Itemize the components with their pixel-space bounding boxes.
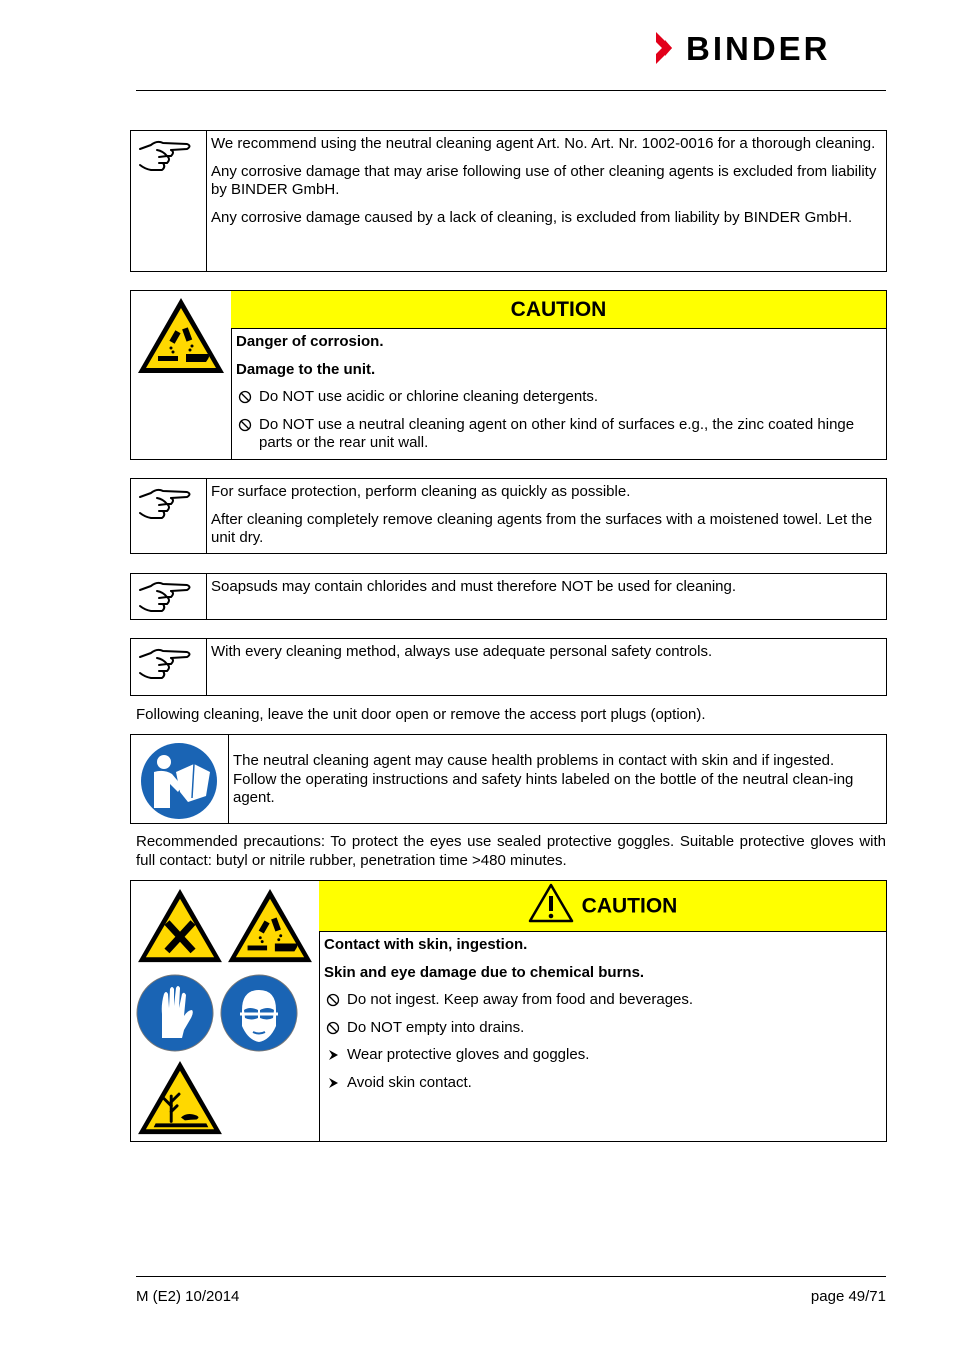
list-item: Do NOT empty into drains. [324,1019,880,1038]
wear-gloves-icon [136,974,214,1052]
environmental-hazard-icon [136,1059,224,1137]
arrow-icon [326,1048,340,1062]
footer-page-number: page 49/71 [810,1288,886,1305]
caution-consequence: Skin and eye damage due to chemical burns. [324,963,645,981]
list-item: Wear protective gloves and goggles. [324,1046,880,1065]
note-box [130,130,887,272]
wear-goggles-icon [220,974,298,1052]
caution-title-bar [319,881,886,932]
body-paragraph: Following cleaning, leave the unit door open or remove the access port plugs (option). [136,706,706,723]
pointing-hand-icon [137,576,193,620]
caution-box [130,290,887,460]
caution-title: CAUTION [581,894,678,918]
caution-title: CAUTION [231,291,886,329]
note-box [130,573,887,620]
prohibited-icon [326,993,340,1007]
warning-triangle-icon [528,883,574,923]
footer-document-id: M (E2) 10/2014 [136,1288,240,1305]
precautions-paragraph: Recommended precautions: To protect the eyes use sealed protective goggles. Suitable protective gloves with full contact: butyl or nitrile rubber, penetration time >480 minutes. [136,833,886,869]
pointing-hand-icon [137,483,193,527]
list-item: Do NOT use a neutral cleaning agent on other kind of surfaces e.g., the zinc coated hinge parts or the rear unit wall. [236,416,880,453]
binder-logo [654,30,886,66]
list-item: Avoid skin contact. [324,1074,880,1093]
note-box [130,478,887,554]
prohibited-icon [326,1021,340,1035]
note-paragraph: We recommend using the neutral cleaning agent Art. No. Art. Nr. 1002-0016 for a thorough cleaning. [211,135,876,152]
svg-text:BINDER: BINDER [686,30,831,66]
info-box [130,734,887,824]
header-rule [136,90,886,91]
info-text: The neutral cleaning agent may cause health problems in contact with skin and if ingested. Follow the operating instructions and safety hints labeled on the bottle of the neutral clean-ing agent. [233,752,854,806]
caution-box [130,880,887,1142]
note-paragraph: Soapsuds may contain chlorides and must therefore NOT be used for cleaning. [211,578,737,595]
note-paragraph: For surface protection, perform cleaning as quickly as possible. [211,483,631,500]
prohibited-icon [238,418,252,432]
prohibited-icon [238,390,252,404]
note-paragraph: Any corrosive damage caused by a lack of cleaning, is excluded from liability by BINDER GmbH. [211,208,853,226]
list-item: Do NOT use acidic or chlorine cleaning detergents. [236,388,880,407]
corrosive-warning-icon [136,296,226,376]
read-manual-icon [140,742,218,820]
list-item: Do not ingest. Keep away from food and beverages. [324,991,880,1010]
note-box [130,638,887,696]
arrow-icon [326,1076,340,1090]
binder-logo-mark [654,30,886,66]
caution-hazard: Danger of corrosion. [236,333,384,350]
note-paragraph: After cleaning completely remove cleaning agents from the surfaces with a moistened towel. Let the unit dry. [211,510,873,546]
caution-consequence: Damage to the unit. [236,360,376,378]
caution-hazard: Contact with skin, ingestion. [324,936,528,953]
note-paragraph: Any corrosive damage that may arise following use of other cleaning agents is excluded from liability by BINDER GmbH. [211,162,877,198]
pointing-hand-icon [137,135,193,179]
pointing-hand-icon [137,643,193,687]
footer-rule [136,1276,886,1277]
note-paragraph: With every cleaning method, always use adequate personal safety controls. [211,643,713,660]
corrosive-warning-icon [226,887,314,965]
harmful-warning-icon [136,887,224,965]
